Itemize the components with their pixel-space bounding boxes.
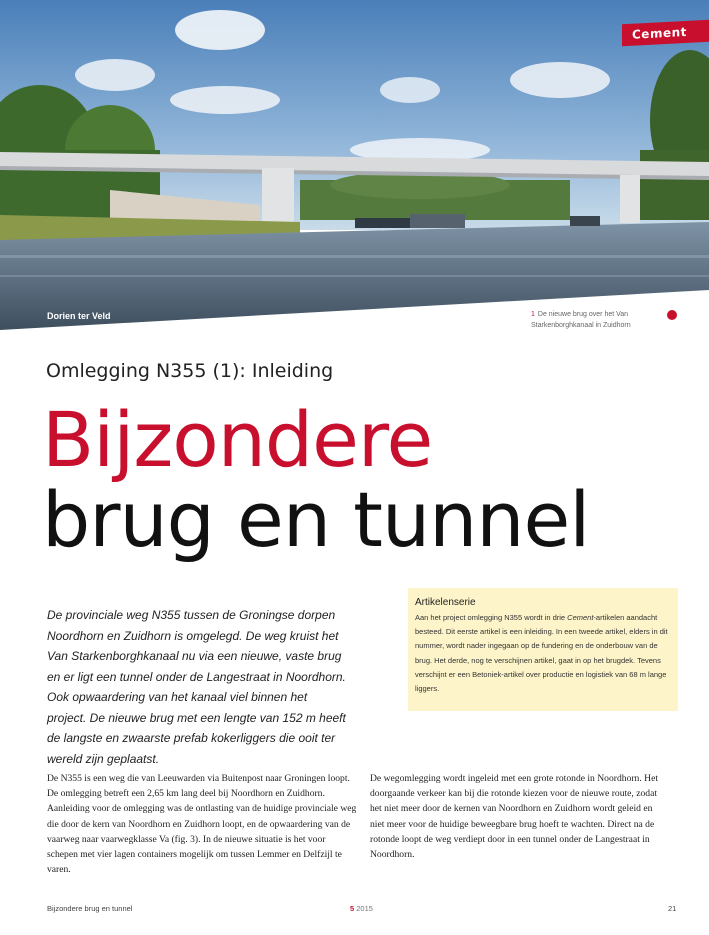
sidebar-text-italic: Cement: [567, 613, 594, 622]
series-title: Omlegging N355 (1): Inleiding: [46, 360, 334, 382]
headline-line-2: brug en tunnel: [42, 475, 590, 564]
footer-running-title: Bijzondere brug en tunnel: [47, 904, 133, 913]
sidebar-text-before: Aan het project omlegging N355 wordt in drie: [415, 613, 568, 622]
page-number: 21: [668, 904, 677, 913]
body-column-2: De wegomlegging wordt ingeleid met een grote rotonde in Noordhorn. Het doorgaande verkeer kan bij die rotonde kiezen voor de nieuwe route, zodat het niet meer door de kernen van Noordhorn en Zuidhorn wordt geleid en niet meer voor de huidige beweegbare brug hoeft te wachten. Direct na de rotonde loopt de weg verdiept door in een tunnel onder de Langestraat in Noordhorn.: [370, 773, 659, 861]
photo-caption: [531, 309, 671, 331]
caption-number: 1: [531, 311, 535, 318]
headline-line-1: Bijzondere: [42, 395, 433, 484]
body-column-1: De N355 is een weg die van Leeuwarden via Buitenpost naar Groningen loopt. De omlegging betreft een 2,65 km lang deel bij Noordhorn en Zuidhorn. Aanleiding voor de omlegging was de ontlasting van de huidige provinciale weg die door de kern van Noordhorn en Zuidhorn loopt, en de opwaardering van de vaarweg naar vaarwegklasse Va (fig. 3). In de nieuwe situatie is het voor schepen met vier lagen containers mogelijk om tussen Lemmer en Delfzijl te varen.: [47, 773, 357, 876]
footer-issue: [350, 904, 373, 913]
red-dot-marker: [667, 310, 677, 320]
issue-mark: 5: [350, 904, 355, 913]
sidebar-text: [415, 611, 672, 696]
page-diagonal-cut: [0, 0, 709, 340]
article-series-box: [408, 588, 678, 711]
sidebar-title: Artikelenserie: [415, 597, 476, 608]
lead-paragraph: De provinciale weg N355 tussen de Groningse dorpen Noordhorn en Zuidhorn is omgelegd. De weg kruist het Van Starkenborghkanaal nu via een nieuwe, vaste brug en er ligt een tunnel onder de Langestraat in Noordhorn. Ook opwaardering van het kanaal viel binnen het project. De nieuwe brug met een lengte van 152 m heeft de langste en zwaarste prefab kokerliggers die ooit ter wereld zijn geplaatst.: [47, 608, 346, 766]
caption-text: De nieuwe brug over het Van Starkenborghkanaal in Zuidhorn: [531, 311, 631, 329]
photo-credit: Dorien ter Veld: [47, 311, 111, 321]
cement-logo: Cement: [622, 20, 709, 47]
issue-year: 2015: [356, 904, 373, 913]
sidebar-text-after: -artikelen aandacht besteed. Dit eerste artikel is een inleiding. In een tweede artikel, elders in dit nummer, wordt nader ingegaan op de fundering en de onderbouw van de brug. Het derde, nog te verschijnen artikel, gaat in op het brugdek. Tevens verschijnt er een Betoniek-artikel over productie en logistiek van 68 m lange liggers.: [415, 613, 668, 694]
